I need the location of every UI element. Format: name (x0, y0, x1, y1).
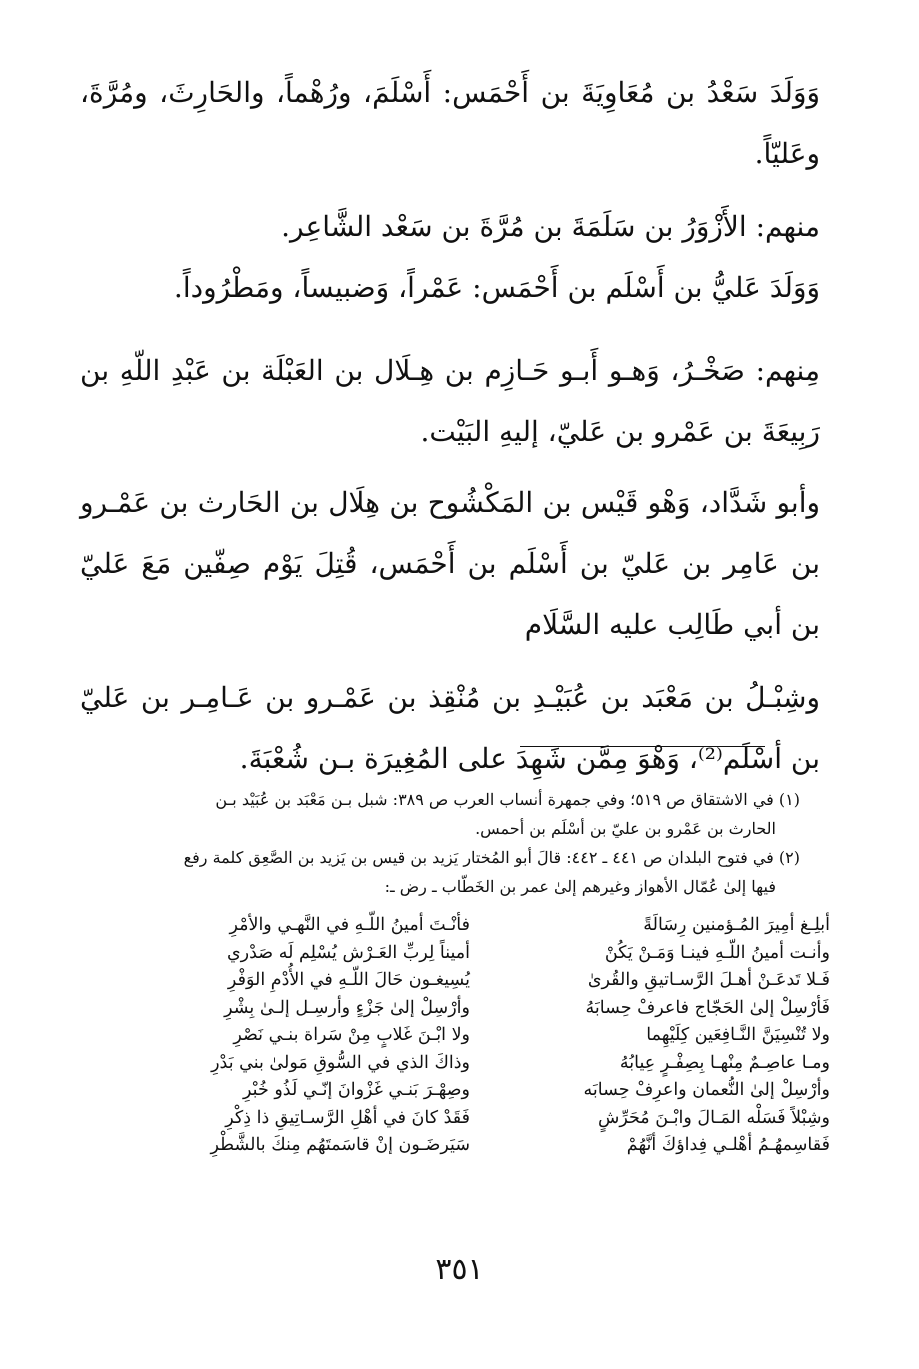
paragraph: مِنهم: صَخْـرُ، وَهـو أَبـو حَـازِم بن هِـلَال بن العَبْلَة بن عَبْدِ اللّهِ بن رَبِيعَةَ بن عَمْرو بن عَليّ، إليهِ البَيْت. (80, 354, 820, 448)
poem-verse (130, 1105, 830, 1133)
verse-first-hemistich: وأرْسِلْ إلىٰ النُّعمان واعرِفْ حِسابَه (583, 1080, 830, 1100)
poem-verse (130, 967, 830, 995)
verse-second-hemistich: سَيَرضَـون إنْ قاسَمتَهُم مِنكَ بالشَّطْرِ (210, 1135, 470, 1155)
poem (130, 912, 830, 1160)
poem-verse (130, 912, 830, 940)
poem-verse (130, 995, 830, 1023)
page-number: ٣٥١ (435, 1252, 484, 1287)
verse-second-hemistich: فأنْـتَ أمينُ اللّـهِ في النَّهـي والأمْرِ (229, 915, 470, 935)
verse-second-hemistich: وذاكَ الذي في السُّوقِ مَولىٰ بني بَدْرِ (211, 1052, 470, 1073)
verse-second-hemistich: أميناً لِربِّ العَـرْش يُسْلِم لَه صَدْري (226, 942, 470, 963)
paragraph: منهم: الأَزْوَرُ بن سَلَمَةَ بن مُرَّةَ بن سَعْد الشَّاعِر. (281, 210, 820, 243)
footnote-continuation: فيها إلىٰ عُمّال الأهواز وغيرهم إلىٰ عمر بن الخَطّاب ـ رض ـ: (384, 877, 776, 896)
main-text (80, 62, 820, 789)
footnote-continuation: الحارث بن عَمْرو بن عليّ بن أسْلَم بن أحمس. (475, 819, 776, 838)
footnote (80, 843, 800, 901)
verse-first-hemistich: ومـا عاصِـمٌ مِنْهـا بِصِفْـرٍ عِيابُهُ (619, 1052, 830, 1073)
verse-first-hemistich: وشِبْلاً فَسَلْه المَـالَ وابْـنَ مُحَرِّشٍ (597, 1107, 830, 1128)
poem-verse (130, 1077, 830, 1105)
verse-second-hemistich: فَقَدْ كانَ في أهْلِ الرَّسـاتِيقِ ذا ذِكْرِ (225, 1107, 470, 1128)
paragraph: وأبو شَدَّاد، وَهْو قَيْس بن المَكْشُوح بن هِلَال بن الحَارث بن عَمْـرو بن عَامِر بن عَليّ بن أَسْلَم بن أَحْمَس، قُتِلَ يَوْم صِفّين مَعَ عَليّ بن أبي طَالِب عليه السَّلَام (80, 486, 820, 641)
verse-first-hemistich: ولا تُنْسِيَنَّ النَّـافِعَين كِلَيْهِما (646, 1025, 830, 1045)
verse-first-hemistich: فَقاسِمهُـمُ أهْلـي فِداؤكَ أنَّهُمْ (626, 1135, 830, 1155)
footnotes (80, 785, 800, 901)
verse-first-hemistich: وأنـت أمينُ اللّـهِ فينـا وَمَـنْ يَكُنْ (604, 942, 830, 963)
verse-first-hemistich: فَأرْسِلْ إلىٰ الحَجّاج فاعرفْ حِسابَهُ (585, 997, 830, 1018)
verse-first-hemistich: أبلِـغ أمِيرَ المُـؤمنين رِسَالَةً (643, 915, 830, 935)
paragraph: وَوَلَدَ عَليُّ بن أَسْلَم بن أَحْمَس: عَمْراً، وَضبيساً، ومَطْرُوداً. (173, 271, 820, 304)
poem-verse (130, 1022, 830, 1050)
footnote-separator (520, 746, 765, 747)
footnote-first-line: (٢) في فتوح البلدان ص ٤٤١ ـ ٤٤٢: قالَ أبو المُختار يَزيد بن قيس بن يَزيد بن الصَّعِق كلمة رفع (183, 848, 800, 867)
footnote (80, 785, 800, 843)
poem-verse (130, 1132, 830, 1160)
verse-second-hemistich: يُسِيغـون حَالَ اللّـهِ في الأُدْمِ الوَفْرِ (227, 970, 470, 990)
poem-verse (130, 940, 830, 968)
verse-first-hemistich: فَـلا تَدعَـنْ أهـلَ الرَّسـاتيقِ والقُرىٰ (587, 970, 830, 990)
footnote-first-line: (١) في الاشتقاق ص ٥١٩؛ وفي جمهرة أنساب العرب ص ٣٨٩: شبل بـن مَعْبَد بن عُبَيْد بـن (215, 790, 800, 809)
verse-second-hemistich: ولا ابْـنَ غَلابٍ مِنْ سَراة بنـي نَصْرِ (233, 1025, 470, 1045)
verse-second-hemistich: وأرْسِلْ إلىٰ جَزْءٍ وأرسِـل إلـىٰ بِشْرِ (224, 997, 470, 1018)
paragraph: وشِبْـلُ بن مَعْبَد بن عُبَيْـدِ بن مُنْقِذ بن عَمْـرو بن عَـامِـر بن عَليّ بن أسْلَم⁽²⁾، وَهْوَ مِمَّن شَهِدَ على المُغِيرَة بـن شُعْبَةَ. (80, 681, 820, 775)
paragraph: وَوَلَدَ سَعْدُ بن مُعَاوِيَةَ بن أَحْمَس: أَسْلَمَ، ورُهْماً، والحَارِثَ، ومُرَّةَ، وعَليّاً. (80, 76, 820, 170)
verse-second-hemistich: وصِهْـرَ بَنـي غَزْوانَ إنّـي لَذُو خُبْرِ (243, 1080, 470, 1100)
poem-verse (130, 1050, 830, 1078)
